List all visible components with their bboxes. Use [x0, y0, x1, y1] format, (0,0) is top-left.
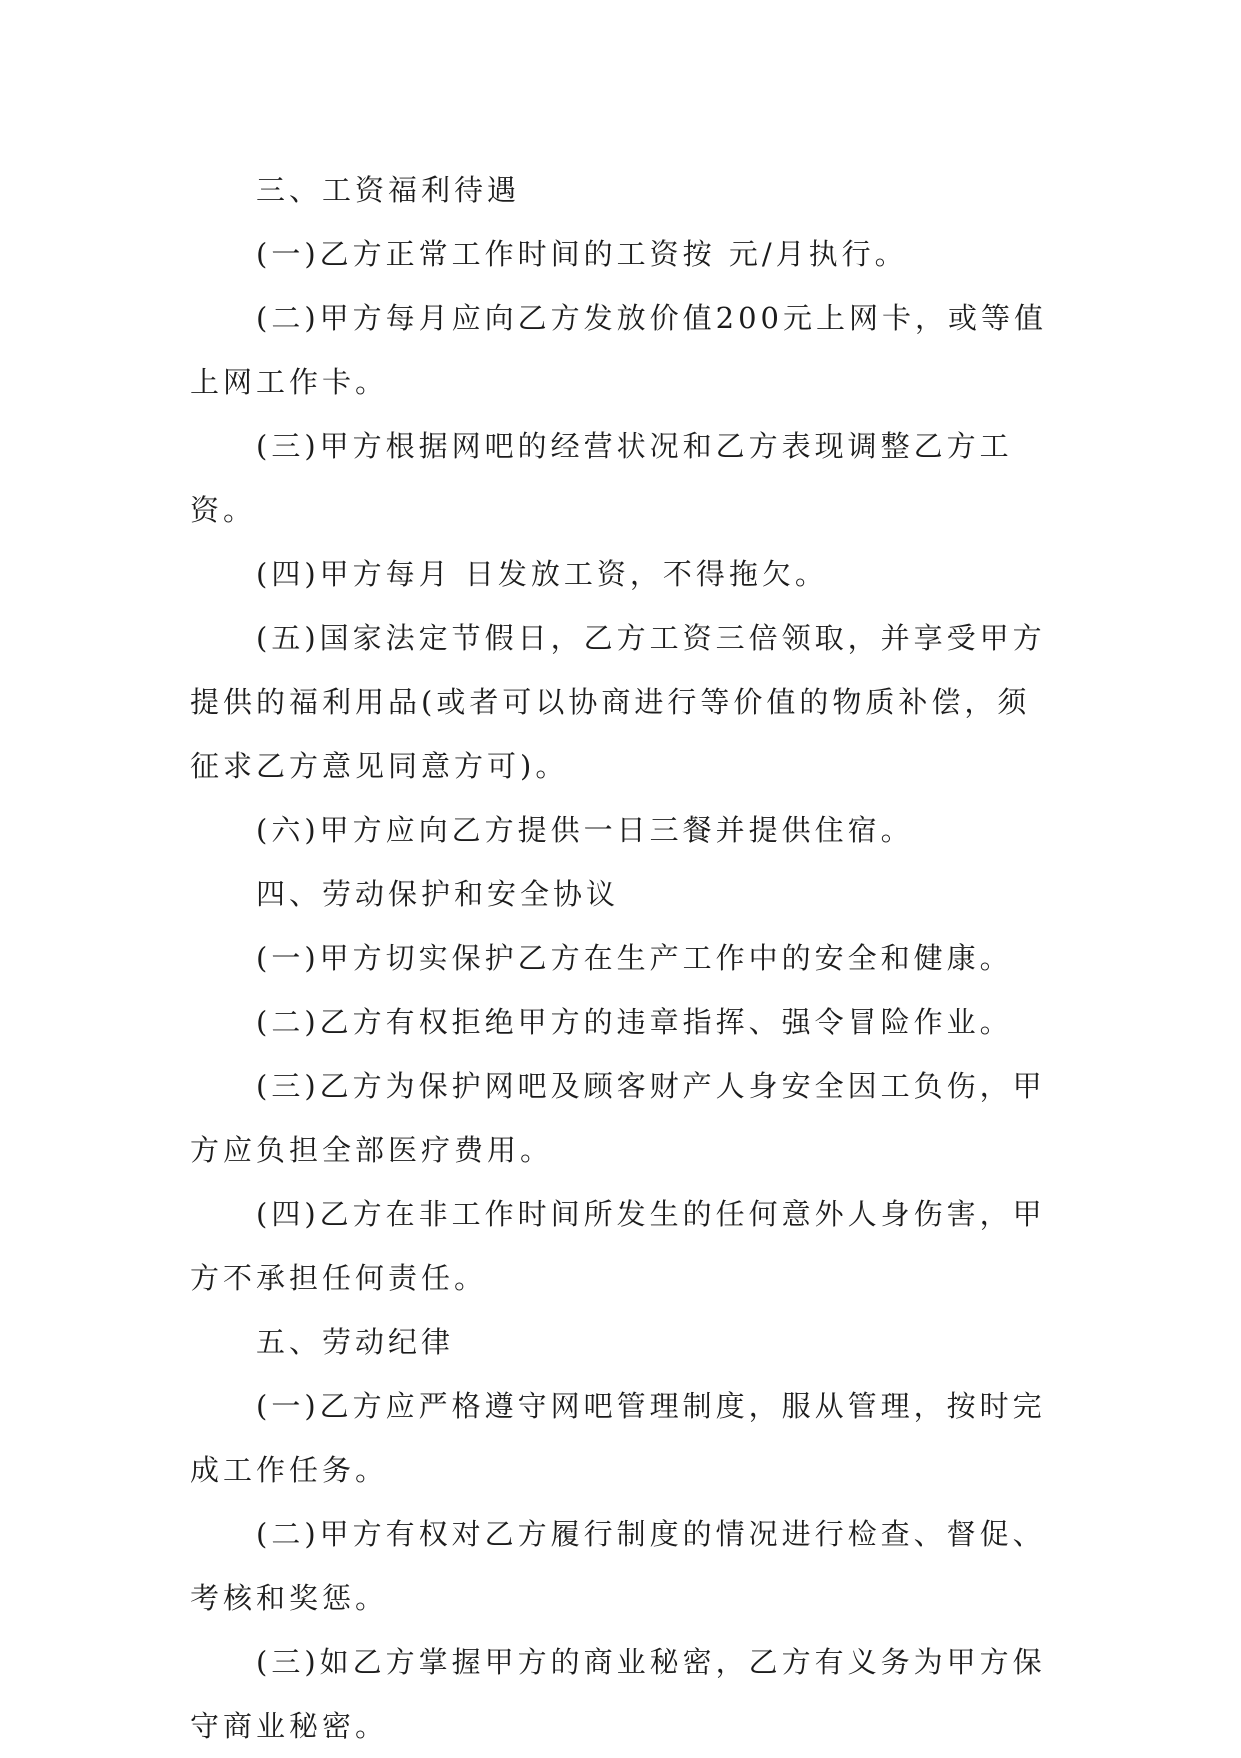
- clause-internet-card: (二)甲方每月应向乙方发放价值200元上网卡，或等值上网工作卡。: [190, 301, 1047, 399]
- section-heading-discipline: 五、劳动纪律: [256, 1325, 455, 1359]
- clause-payday: (四)甲方每月 日发放工资，不得拖欠。: [256, 557, 828, 591]
- clause-injury-medical: (三)乙方为保护网吧及顾客财产人身安全因工负伤，甲方应负担全部医疗费用。: [190, 1069, 1046, 1167]
- clause-off-duty-liability: (四)乙方在非工作时间所发生的任何意外人身伤害，甲方不承担任何责任。: [190, 1197, 1046, 1295]
- document-body: [190, 158, 1060, 1758]
- clause-meals-lodging: (六)甲方应向乙方提供一日三餐并提供住宿。: [256, 813, 914, 847]
- clause-wage-rate: (一)乙方正常工作时间的工资按 元/月执行。: [256, 237, 908, 271]
- clause-inspection: (二)甲方有权对乙方履行制度的情况进行检查、督促、考核和奖惩。: [190, 1517, 1046, 1615]
- clause-wage-adjustment: (三)甲方根据网吧的经营状况和乙方表现调整乙方工资。: [190, 429, 1013, 527]
- clause-comply-rules: (一)乙方应严格遵守网吧管理制度，服从管理，按时完成工作任务。: [190, 1389, 1046, 1487]
- clause-refuse-violations: (二)乙方有权拒绝甲方的违章指挥、强令冒险作业。: [256, 1005, 1013, 1039]
- clause-confidentiality: (三)如乙方掌握甲方的商业秘密，乙方有义务为甲方保守商业秘密。: [190, 1645, 1046, 1743]
- clause-holiday-pay: (五)国家法定节假日，乙方工资三倍领取，并享受甲方提供的福利用品(或者可以协商进行等价值的物质补偿，须征求乙方意见同意方可)。: [190, 621, 1046, 783]
- clause-safety-protection: (一)甲方切实保护乙方在生产工作中的安全和健康。: [256, 941, 1013, 975]
- section-heading-safety: 四、劳动保护和安全协议: [256, 877, 620, 911]
- section-heading-wages: 三、工资福利待遇: [256, 173, 521, 207]
